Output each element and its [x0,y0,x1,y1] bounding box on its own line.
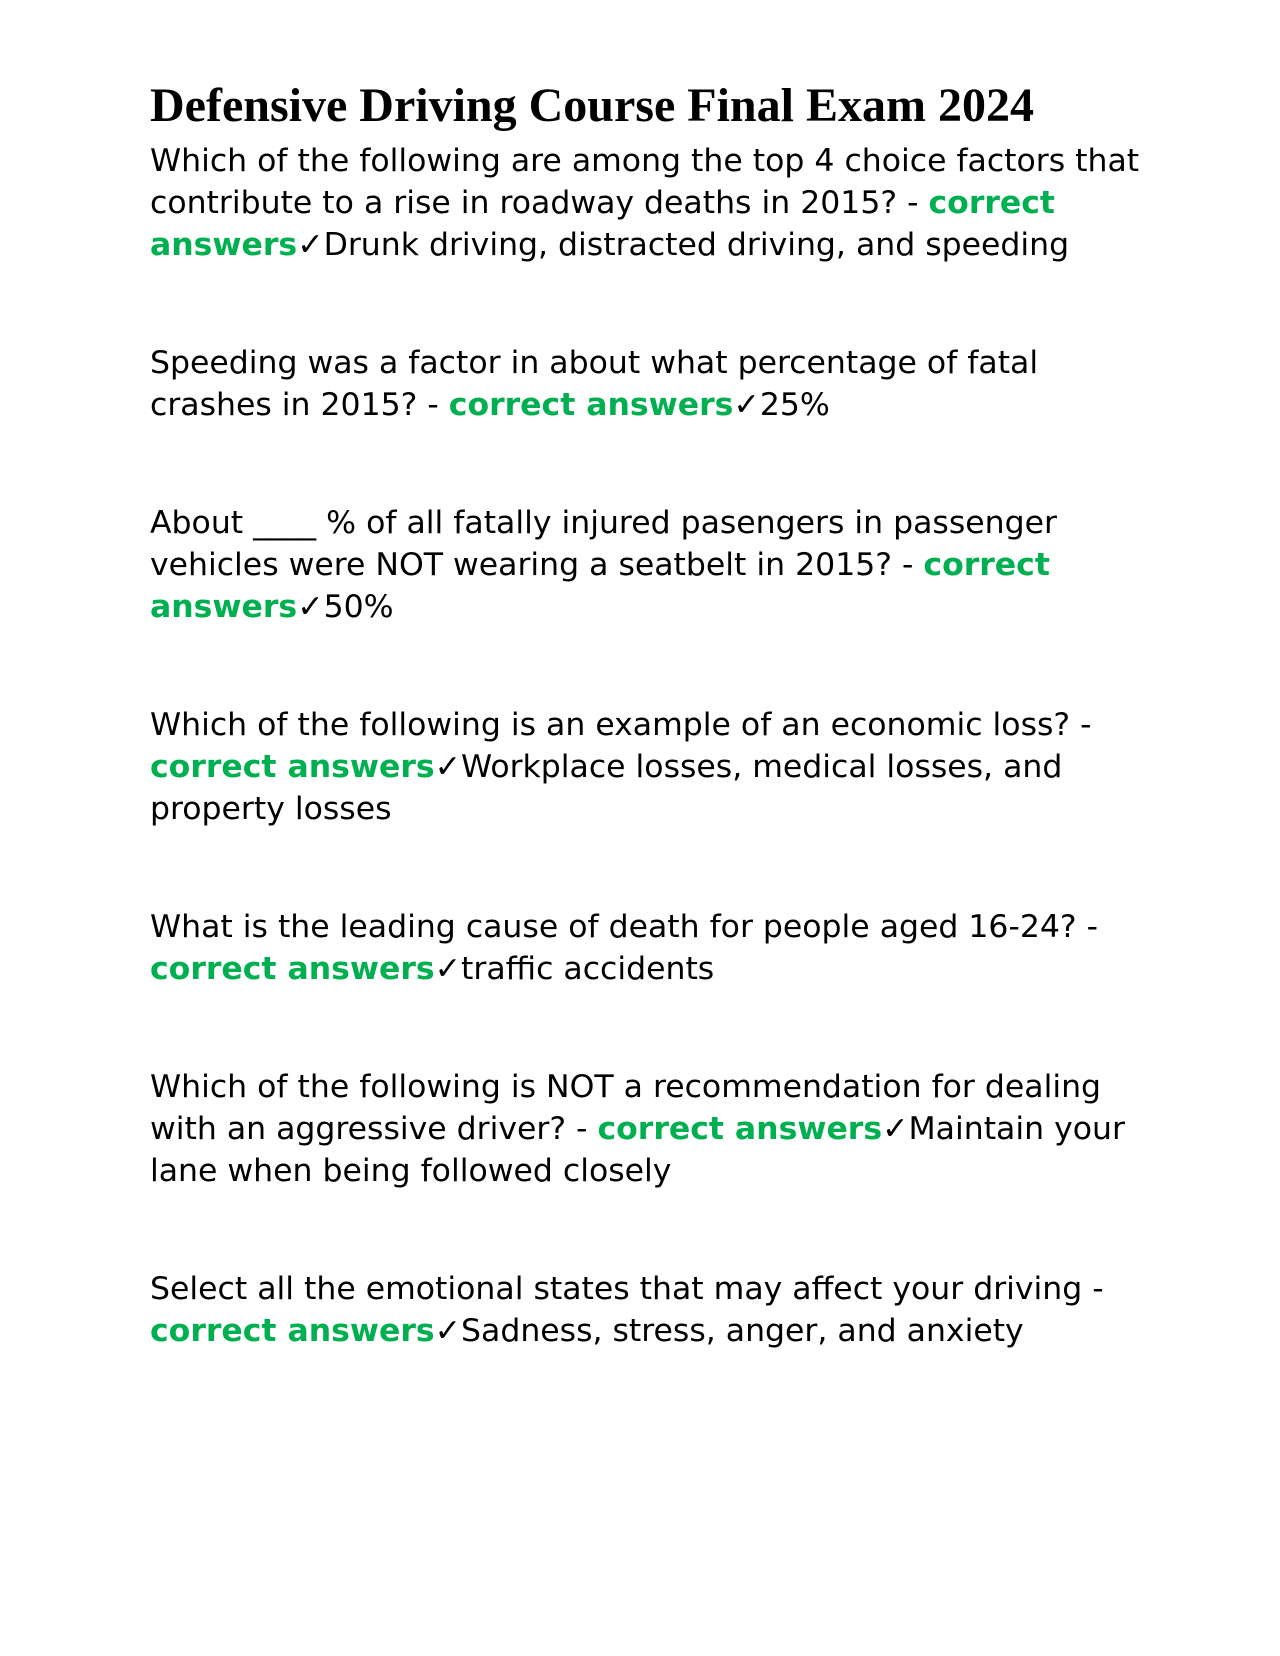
qa-item [150,502,1140,628]
question-text: About ____ % of all fatally injured pasengers in passenger vehicles were NOT wearing a seatbelt in 2015? [150,505,1057,583]
qa-item [150,140,1140,266]
qa-item [150,704,1140,830]
document-page [150,74,1140,1352]
correct-answers-label: correct answers [150,547,1050,625]
separator: - [417,387,449,423]
answer-marker: ✓ [882,1111,909,1147]
qa-item [150,906,1140,990]
correct-answers-label: correct answers [150,749,435,785]
question-text: Speeding was a factor in about what percentage of fatal crashes in 2015? [150,345,1039,423]
answer-text: 25% [759,387,830,423]
answer-text: Sadness, stress, anger, and anxiety [461,1313,1024,1349]
answer-marker: ✓ [434,951,462,987]
correct-answers-label: correct answers [150,185,1055,263]
answer-marker: ✓ [297,589,324,625]
answer-marker: ✓ [434,749,462,785]
correct-answers-label: correct answers [448,387,734,423]
answer-marker: ✓ [297,227,324,263]
answer-text: Workplace losses, medical losses, and property losses [150,749,1063,827]
question-text: Which of the following is NOT a recommendation for dealing with an aggressive driver? [150,1069,1102,1147]
answer-text: traffic accidents [461,951,715,987]
separator: - [566,1111,598,1147]
answer-text: 50% [323,589,394,625]
correct-answers-label: correct answers [597,1111,883,1147]
question-text: Select all the emotional states that may affect your driving [150,1271,1083,1307]
separator: - [1070,707,1092,743]
question-text: Which of the following is an example of an economic loss? [150,707,1071,743]
correct-answers-label: correct answers [150,951,435,987]
separator: - [1082,1271,1104,1307]
answer-text: Maintain your lane when being followed closely [150,1111,1125,1189]
question-text: What is the leading cause of death for people aged 16-24? [150,909,1077,945]
qa-item [150,342,1140,426]
answer-marker: ✓ [733,387,760,423]
separator: - [892,547,924,583]
separator: - [1076,909,1099,945]
separator: - [897,185,929,221]
answer-text: Drunk driving, distracted driving, and speeding [323,227,1070,263]
qa-item [150,1268,1140,1352]
correct-answers-label: correct answers [150,1313,435,1349]
question-text: Which of the following are among the top 4 choice factors that contribute to a rise in roadway deaths in 2015? [150,143,1140,221]
answer-marker: ✓ [434,1313,462,1349]
document-title: Defensive Driving Course Final Exam 2024 [150,79,1034,132]
qa-item [150,1066,1140,1192]
